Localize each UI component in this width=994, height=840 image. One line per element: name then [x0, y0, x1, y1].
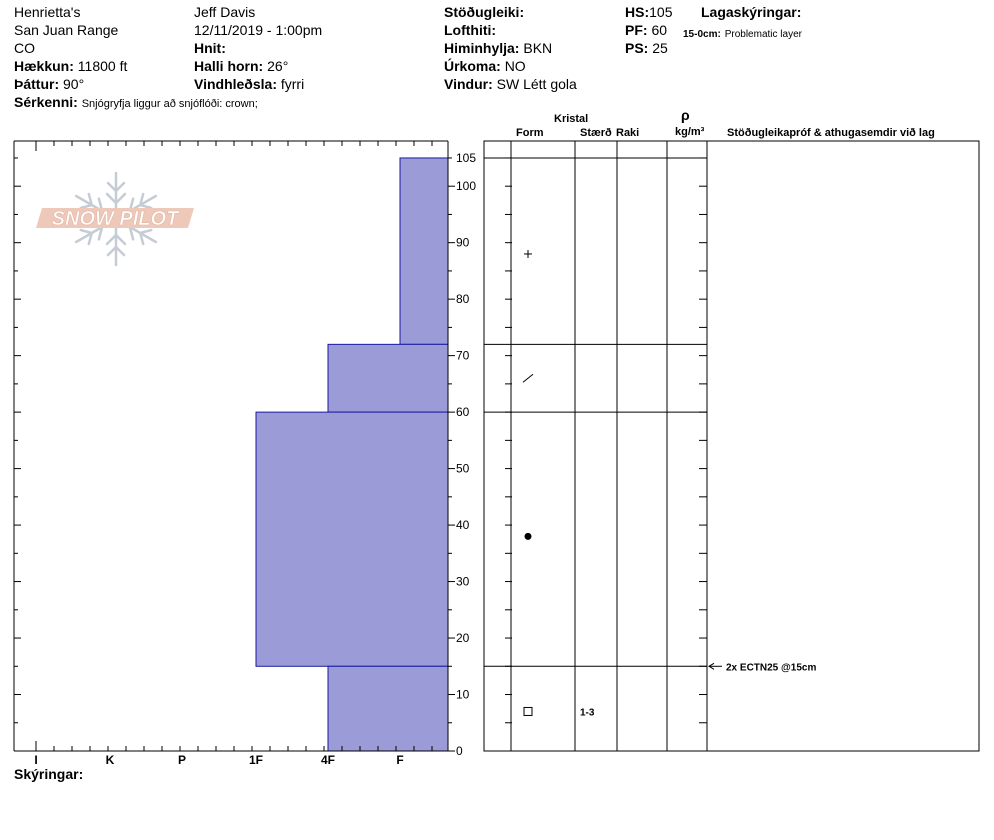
snowpilot-logo	[36, 168, 196, 270]
depth-tick-label: 30	[456, 574, 470, 589]
ps-value: 25	[652, 40, 668, 56]
wind-row	[444, 76, 577, 92]
depth-tick-label: 10	[456, 687, 470, 702]
aspect-label: Þáttur:	[14, 76, 60, 92]
depth-tick-label: 90	[456, 235, 470, 250]
column-header-form: Form	[516, 127, 544, 139]
slope-row	[194, 58, 288, 74]
stability-label: Stöðugleiki:	[444, 4, 525, 20]
features-label: Sérkenni:	[14, 94, 78, 110]
hs-label: HS:	[625, 4, 650, 20]
layer-note-row	[683, 24, 802, 43]
depth-tick-label: 60	[456, 405, 470, 420]
coords-label: Hnit:	[194, 40, 226, 56]
wind-label: Vindur:	[444, 76, 493, 92]
depth-tick-label: 0	[456, 744, 463, 758]
observation-datetime: 12/11/2019 - 1:00pm	[194, 22, 323, 38]
stability-arrowhead	[709, 663, 714, 669]
column-header-rho: ρ	[681, 107, 690, 123]
sky-row	[444, 40, 552, 56]
depth-tick-label: 100	[456, 179, 477, 194]
column-header-density-unit: kg/m³	[675, 126, 705, 138]
depth-tick-label: 40	[456, 518, 470, 533]
layer-notes-label: Lagaskýringar:	[701, 4, 802, 20]
depth-tick-label: 20	[456, 631, 470, 646]
elevation-value: 11800 ft	[77, 58, 128, 74]
hardness-bar	[328, 666, 448, 751]
features-row	[14, 94, 258, 112]
depth-tick-label: 80	[456, 292, 470, 307]
stability-test-label: 2x ECTN25 @15cm	[726, 662, 817, 674]
slope-value: 26°	[267, 58, 289, 74]
hardness-tick-label: F	[396, 753, 404, 767]
range-name: San Juan Range	[14, 22, 119, 38]
layer-note-depth: 15-0cm:	[683, 29, 721, 40]
layer-note-text: Problematic layer	[724, 29, 802, 40]
precip-label: Úrkoma:	[444, 58, 501, 74]
pf-value: 60	[651, 22, 668, 38]
column-header-moisture: Raki	[616, 127, 640, 139]
hardness-bar	[400, 158, 448, 344]
observer-name: Jeff Davis	[194, 4, 256, 20]
features-value: Snjógryfja liggur að snjóflóði: crown;	[81, 98, 258, 110]
hardness-tick-label: P	[177, 753, 187, 767]
sky-value: BKN	[523, 40, 553, 56]
precip-value: NO	[504, 58, 526, 74]
grain-size-label: 1-3	[580, 707, 595, 719]
aspect-row	[14, 76, 84, 92]
state-name: CO	[14, 40, 35, 56]
depth-tick-label: 105	[456, 150, 477, 165]
column-header-kristal: Kristal	[554, 113, 589, 125]
ps-label: PS:	[625, 40, 649, 56]
aspect-value: 90°	[63, 76, 85, 92]
hardness-bars	[256, 158, 448, 751]
hs-value: 105	[649, 4, 673, 20]
slope-label: Halli horn:	[194, 58, 264, 74]
precip-row	[444, 58, 526, 74]
hardness-tick-label: K	[105, 753, 115, 767]
wind-loading-value: fyrri	[280, 76, 305, 92]
column-header-stability-notes: Stöðugleikapróf & athugasemdir við lag	[727, 127, 935, 139]
pf-label: PF:	[625, 22, 648, 38]
hs-row	[625, 4, 672, 20]
hardness-tick-label: 1F	[248, 753, 264, 767]
ps-row	[625, 40, 668, 56]
wind-loading-row	[194, 76, 304, 92]
grain-form-slash	[523, 374, 533, 382]
air-temp-label: Lofthiti:	[444, 22, 497, 38]
column-header-size: Stærð	[580, 127, 612, 139]
sky-label: Himinhylja:	[444, 40, 520, 56]
elevation-label: Hækkun:	[14, 58, 74, 74]
hardness-tick-label: 4F	[320, 753, 336, 767]
hardness-tick-label: I	[34, 753, 38, 767]
wind-value: SW Létt gola	[496, 76, 577, 92]
elevation-row	[14, 58, 127, 74]
wind-loading-label: Vindhleðsla:	[194, 76, 277, 92]
footer-notes-label: Skýringar:	[14, 766, 84, 782]
location-name: Henrietta's	[14, 4, 81, 20]
hardness-bar	[256, 412, 448, 666]
grain-form-dot	[525, 533, 532, 540]
depth-tick-label: 70	[456, 348, 470, 363]
logo-text: SNOW PILOT	[51, 208, 179, 230]
pf-row	[625, 22, 667, 38]
grain-form-square	[524, 707, 532, 715]
depth-tick-label: 50	[456, 461, 470, 476]
layer-table	[484, 141, 979, 751]
hardness-bar	[328, 344, 448, 412]
table-border	[484, 141, 979, 751]
